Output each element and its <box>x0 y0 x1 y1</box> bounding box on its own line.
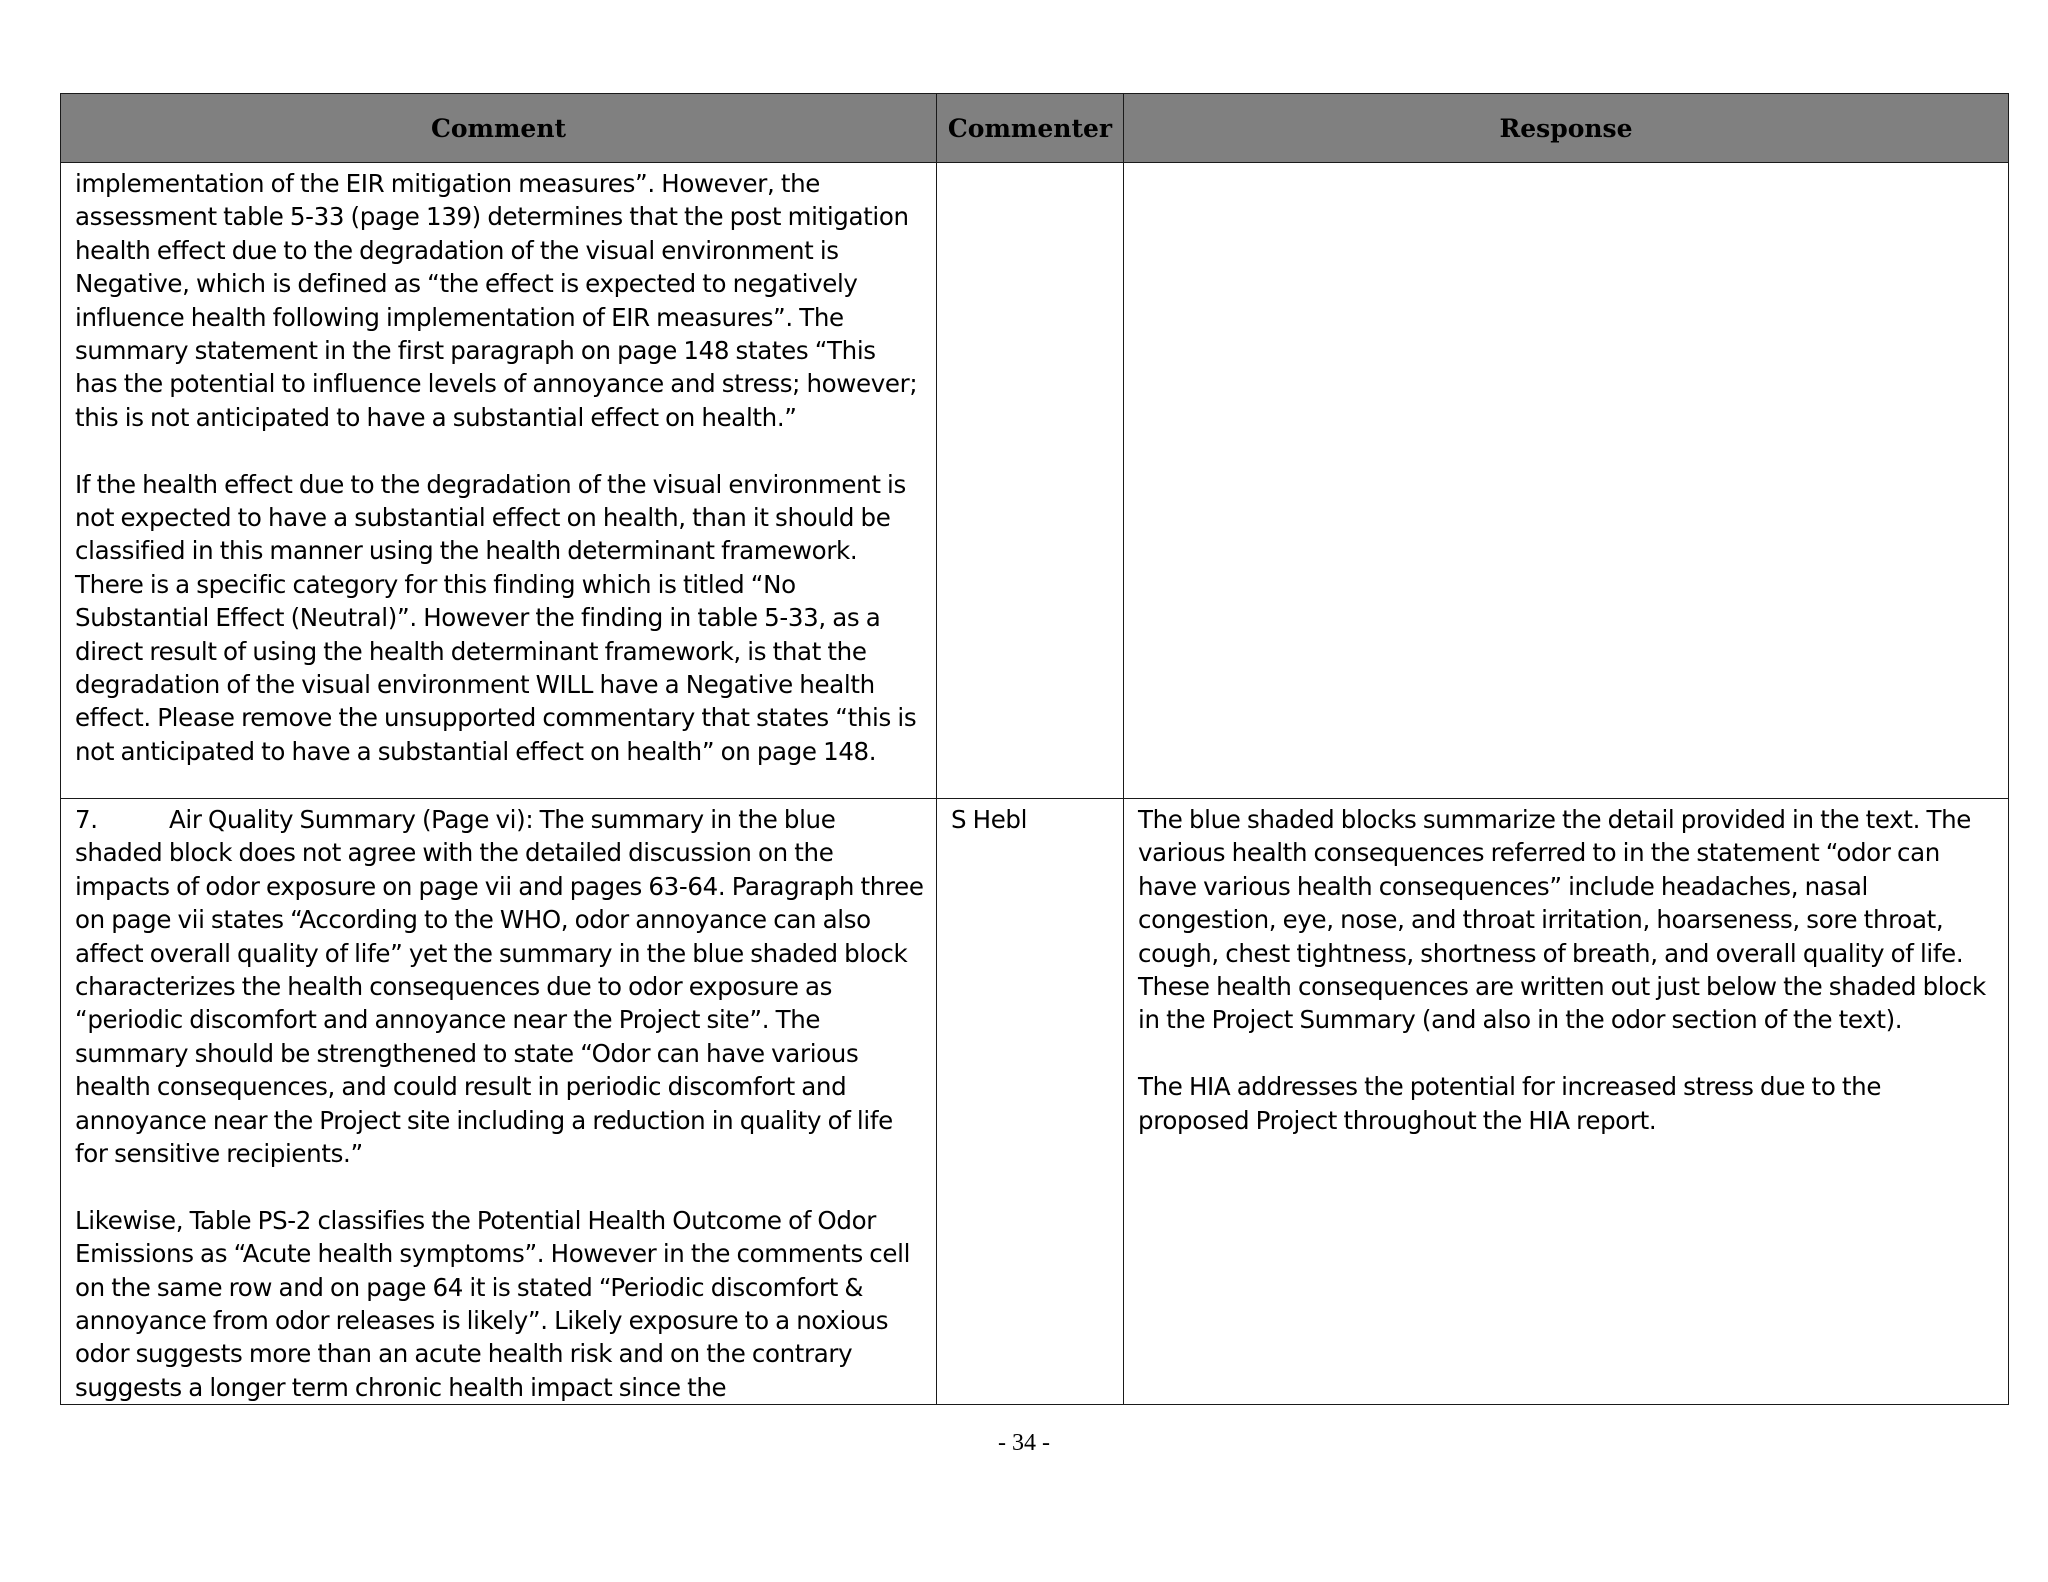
commenter-cell <box>937 163 1124 799</box>
header-commenter: Commenter <box>937 94 1124 163</box>
table-row <box>61 799 2009 1405</box>
response-paragraph: The HIA addresses the potential for increased stress due to the proposed Project throughout the HIA report. <box>1138 1072 1882 1135</box>
header-response: Response <box>1124 94 2009 163</box>
comment-paragraph <box>75 803 924 1170</box>
table-header-row <box>61 94 2009 163</box>
comment-paragraph: Likewise, Table PS-2 classifies the Potential Health Outcome of Odor Emissions as “Acute health symptoms”. However in the comments cell on the same row and on page 64 it is stated “Periodic discomfort & annoyance from odor releases is likely”. Likely exposure to a noxious odor suggests more than an acute health risk and on the contrary suggests a longer term chronic health impact since the <box>75 1205 911 1402</box>
comment-response-table <box>60 93 2009 1405</box>
table-row <box>61 163 2009 799</box>
page-number: - 34 - <box>998 1430 1050 1456</box>
response-cell <box>1124 799 2009 1405</box>
response-cell <box>1124 163 2009 799</box>
comment-paragraph: implementation of the EIR mitigation measures”. However, the assessment table 5-33 (page 139) determines that the post mitigation health effect due to the degradation of the visual environment is Negative, which is defined as “the effect is expected to negatively influence health following implementation of EIR measures”. The summary statement in the first paragraph on page 148 states “This has the potential to influence levels of annoyance and stress; however; this is not anticipated to have a substantial effect on health.” <box>75 169 918 432</box>
comment-paragraph: If the health effect due to the degradation of the visual environment is not expected to have a substantial effect on health, than it should be classified in this manner using the health determinant framework. There is a specific category for this finding which is titled “No Substantial Effect (Neutral)”. However the finding in table 5-33, as a direct result of using the health determinant framework, is that the degradation of the visual environment WILL have a Negative health effect. Please remove the unsupported commentary that states “this is not anticipated to have a substantial effect on health” on page 148. <box>75 469 917 766</box>
commenter-cell: S Hebl <box>937 799 1124 1405</box>
comment-cell <box>61 163 937 799</box>
comment-number: 7. <box>75 805 98 834</box>
response-paragraph: The blue shaded blocks summarize the detail provided in the text. The various health consequences referred to in the statement “odor can have various health consequences” include headaches, nasal congestion, eye, nose, and throat irritation, hoarseness, sore throat, cough, chest tightness, shortness of breath, and overall quality of life. These health consequences are written out just below the shaded block in the Project Summary (and also in the odor section of the text). <box>1138 805 1986 1035</box>
header-comment: Comment <box>61 94 937 163</box>
comment-cell <box>61 799 937 1405</box>
comment-text: Air Quality Summary (Page vi): The summary in the blue shaded block does not agree with the detailed discussion on the impacts of odor exposure on page vii and pages 63-64. Paragraph three on page vii states “According to the WHO, odor annoyance can also affect overall quality of life” yet the summary in the blue shaded block characterizes the health consequences due to odor exposure as “periodic discomfort and annoyance near the Project site”. The summary should be strengthened to state “Odor can have various health consequences, and could result in periodic discomfort and annoyance near the Project site including a reduction in quality of life for sensitive recipients.” <box>75 805 924 1169</box>
